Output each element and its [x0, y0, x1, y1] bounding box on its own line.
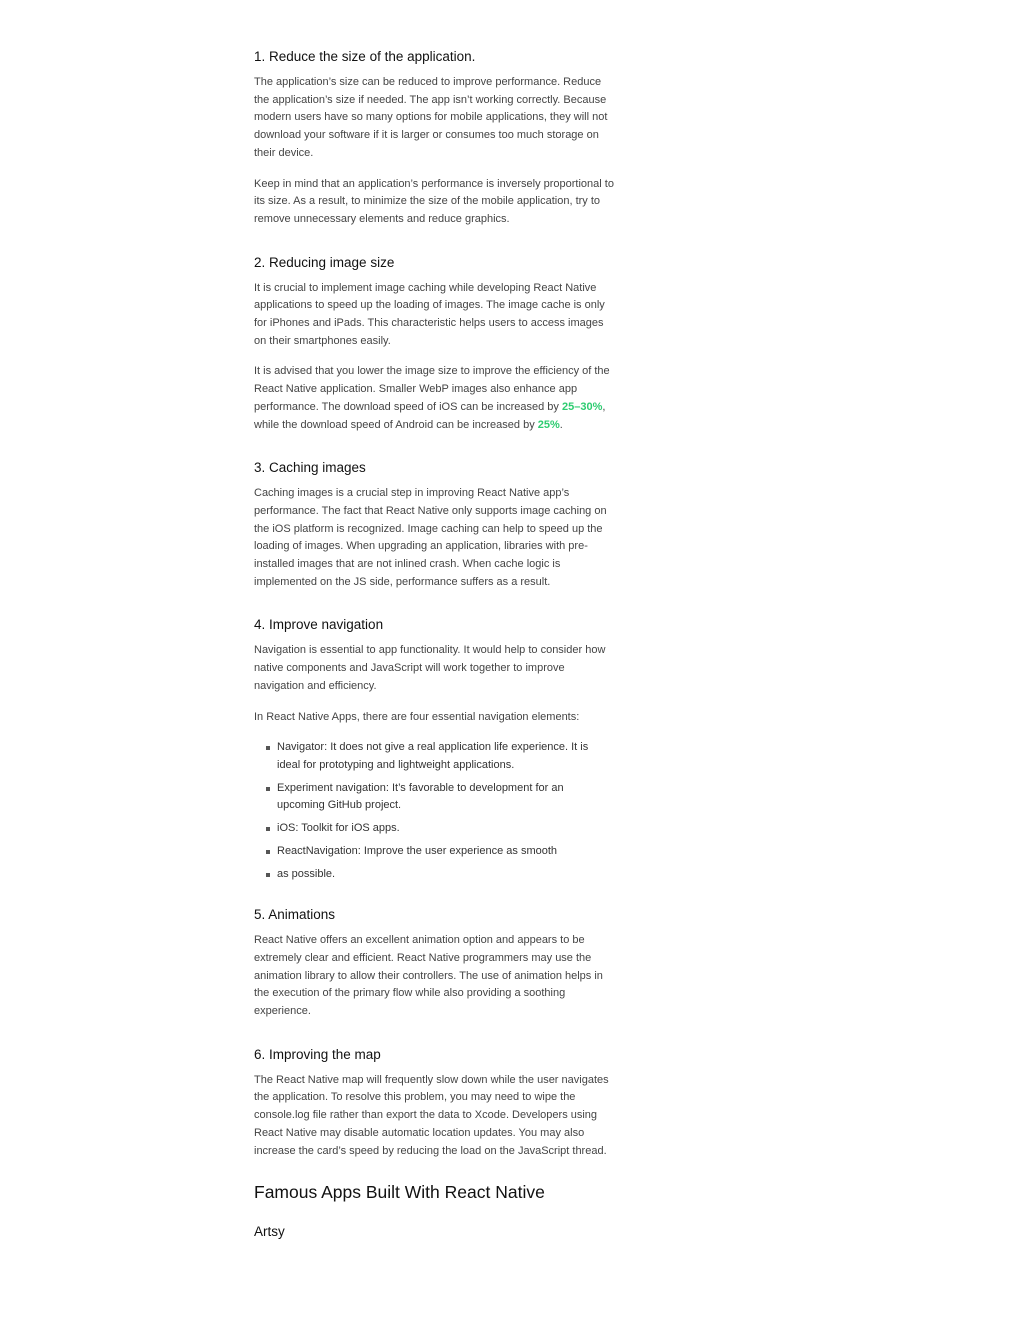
ios-speed-stat: 25–30%: [561, 400, 603, 413]
paragraph: Navigation is essential to app functionality. It would help to consider how native components and JavaScript will work together to improve navigation and efficiency.: [254, 644, 606, 692]
paragraph: In React Native Apps, there are four essential navigation elements:: [254, 710, 580, 723]
list-item: [254, 843, 614, 861]
section-heading-reducing-image-size: 2. Reducing image size: [254, 254, 395, 270]
paragraph: Caching images is a crucial step in improving React Native app’s performance. The fact that React Native only supports image caching on the iOS platform is recognized. Image caching can help to speed up the loading of images. When upgrading an application, libraries with pre-installed images that are not inlined crash. When cache logic is implemented on the JS side, performance suffers as a result.: [254, 487, 607, 588]
bullet-icon: [266, 827, 270, 831]
android-speed-stat: 25%: [537, 418, 560, 431]
list-item-text: Navigator: It does not give a real application life experience. It is ideal for prototyping and lightweight applications.: [277, 741, 589, 771]
paragraph-text: It is advised that you lower the image size to improve the efficiency of the React Native application. Smaller WebP images also enhance app performance. The download speed of iOS can be increased by: [254, 365, 610, 413]
paragraph: React Native offers an excellent animation option and appears to be extremely clear and efficient. React Native programmers may use the animation library to allow their controllers. The use of animation helps in the execution of the primary flow while also providing a soothing experience.: [254, 934, 603, 1018]
paragraph: Keep in mind that an application’s performance is inversely proportional to its size. As a result, to minimize the size of the mobile application, try to remove unnecessary elements and reduce graphics.: [254, 177, 614, 225]
navigation-elements-list: [254, 739, 614, 883]
list-item-text: iOS: Toolkit for iOS apps.: [277, 822, 400, 835]
bullet-icon: [266, 850, 270, 854]
list-item-text: Experiment navigation: It’s favorable to development for an upcoming GitHub project.: [277, 781, 564, 812]
paragraph-with-stats: [254, 363, 614, 434]
bullet-icon: [266, 787, 270, 791]
section-heading-animations: 5. Animations: [254, 907, 336, 923]
paragraph: The React Native map will frequently slow down while the user navigates the application. To resolve this problem, you may need to wipe the console.log file rather than export the data to Xcode. Developers using React Native may disable automatic location updates. You may also increase the card’s speed by reducing the load on the JavaScript thread.: [254, 1073, 609, 1157]
list-item: [254, 820, 614, 838]
famous-apps-heading: Famous Apps Built With React Native: [254, 1182, 545, 1203]
list-item: [254, 780, 614, 815]
section-heading-improving-the-map: 6. Improving the map: [254, 1046, 381, 1062]
list-item: [254, 866, 614, 884]
paragraph-text: , while the download speed of Android can be increased by: [254, 400, 606, 431]
section-heading-caching-images: 3. Caching images: [254, 460, 366, 476]
list-item: [254, 739, 614, 774]
list-item-text: as possible.: [277, 867, 336, 880]
list-item-text: ReactNavigation: Improve the user experience as smooth: [277, 844, 558, 857]
article-body: [254, 47, 614, 1242]
paragraph: The application’s size can be reduced to improve performance. Reduce the application’s size if needed. The app isn’t working correctly. Because modern users have so many options for mobile applications, they will not download your software if it is larger or consumes too much storage on their device.: [254, 76, 608, 159]
bullet-icon: [266, 873, 270, 877]
section-heading-reduce-app-size: 1. Reduce the size of the application.: [254, 49, 476, 64]
bullet-icon: [266, 746, 270, 750]
paragraph-text: .: [559, 418, 563, 431]
app-heading-artsy: Artsy: [254, 1224, 285, 1240]
section-heading-improve-navigation: 4. Improve navigation: [254, 617, 384, 633]
paragraph: It is crucial to implement image caching while developing React Native applications to speed up the loading of images. The image cache is only for iPhones and iPads. This characteristic helps users to access images on their smartphones easily.: [254, 281, 605, 347]
